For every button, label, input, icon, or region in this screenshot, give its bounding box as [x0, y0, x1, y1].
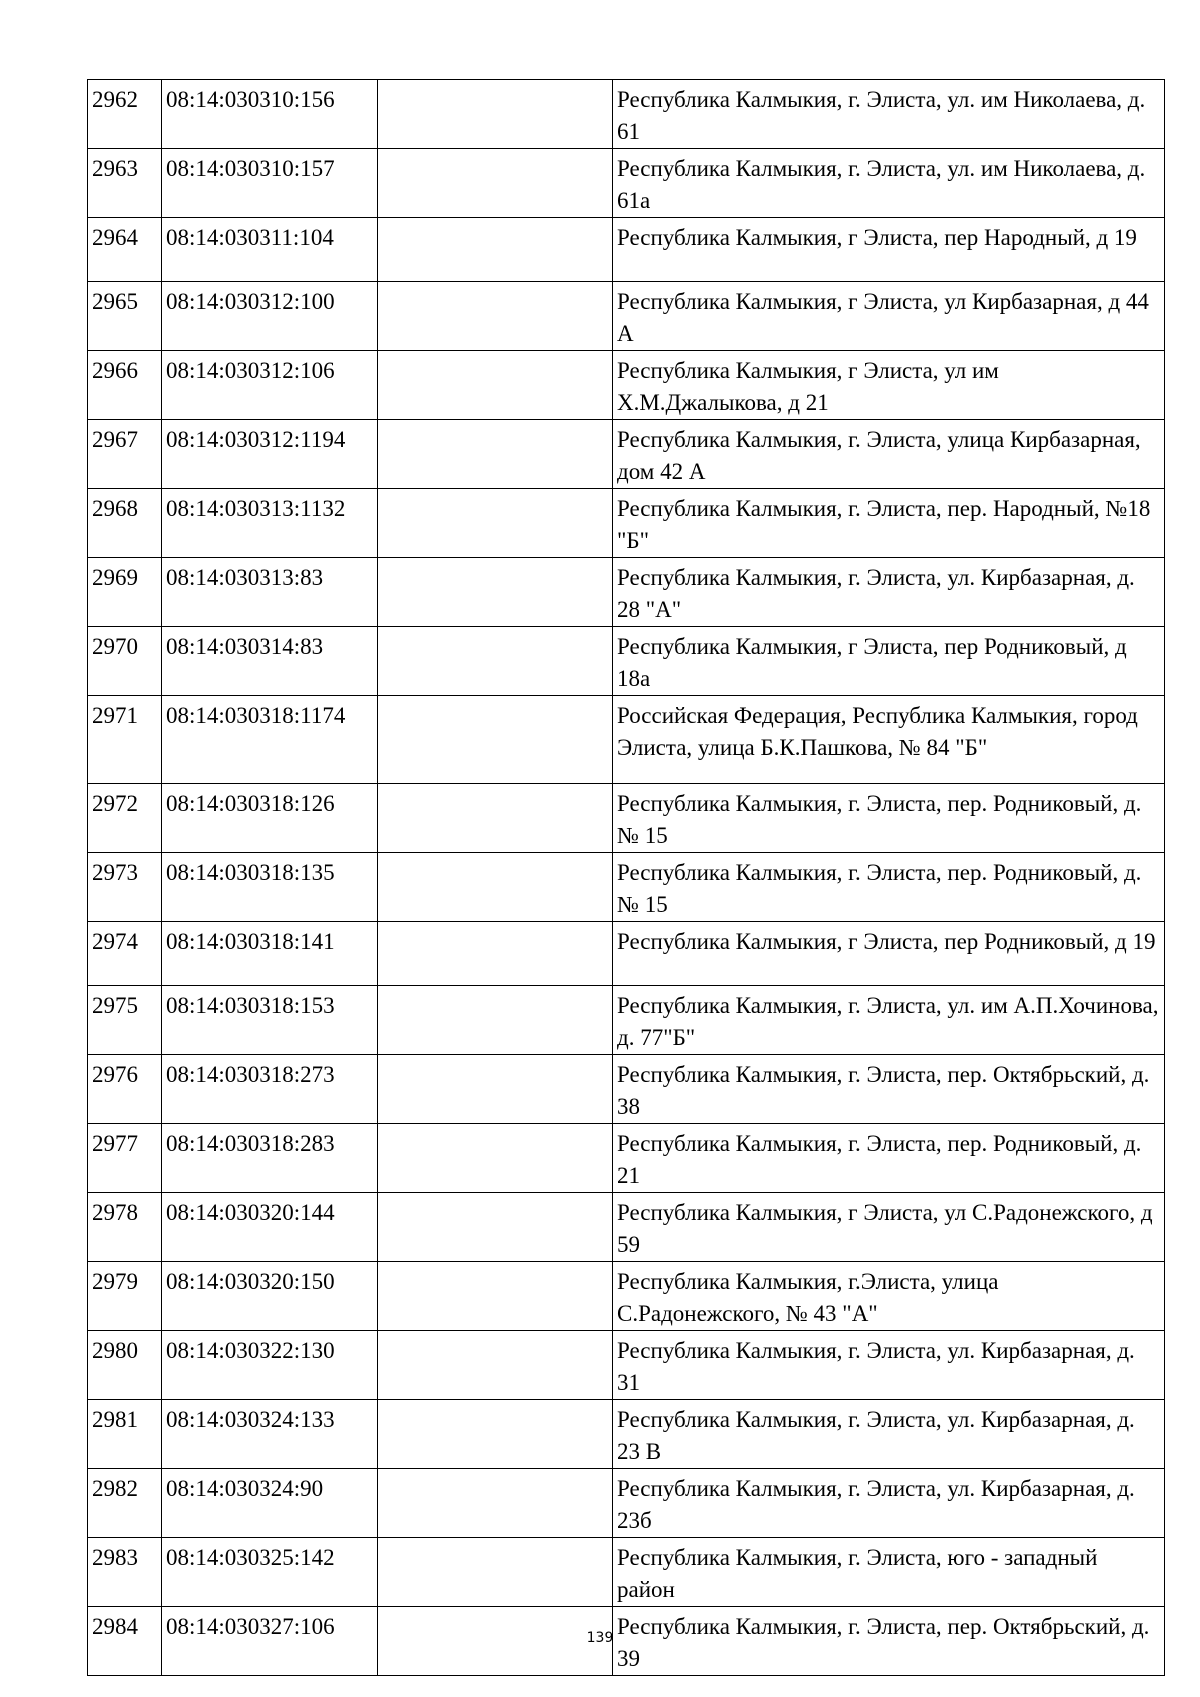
table-row: [88, 351, 1165, 420]
table-row: [88, 1124, 1165, 1193]
row-number: 2980: [88, 1331, 162, 1400]
cadastral-number: 08:14:030318:1174: [162, 696, 378, 784]
table-row: [88, 1193, 1165, 1262]
row-number: 2967: [88, 420, 162, 489]
empty-cell: [378, 489, 613, 558]
table-row: [88, 922, 1165, 986]
table-row: [88, 627, 1165, 696]
address: Республика Калмыкия, г. Элиста, юго - западный район: [613, 1538, 1165, 1607]
row-number: 2966: [88, 351, 162, 420]
row-number: 2975: [88, 986, 162, 1055]
table-row: [88, 696, 1165, 784]
empty-cell: [378, 351, 613, 420]
empty-cell: [378, 853, 613, 922]
address: Республика Калмыкия, г.Элиста, улица С.Радонежского, № 43 "А": [613, 1262, 1165, 1331]
row-number: 2974: [88, 922, 162, 986]
row-number: 2968: [88, 489, 162, 558]
empty-cell: [378, 1538, 613, 1607]
table-row: [88, 80, 1165, 149]
table-row: [88, 558, 1165, 627]
table-row: [88, 986, 1165, 1055]
cadastral-number: 08:14:030322:130: [162, 1331, 378, 1400]
empty-cell: [378, 627, 613, 696]
row-number: 2978: [88, 1193, 162, 1262]
row-number: 2964: [88, 218, 162, 282]
cadastral-number: 08:14:030318:141: [162, 922, 378, 986]
address: Республика Калмыкия, г. Элиста, пер. Родниковый, д. № 15: [613, 784, 1165, 853]
cadastral-number: 08:14:030311:104: [162, 218, 378, 282]
address: Республика Калмыкия, г. Элиста, ул. Кирбазарная, д. 28 "А": [613, 558, 1165, 627]
address: Республика Калмыкия, г Элиста, ул С.Радонежского, д 59: [613, 1193, 1165, 1262]
address: Республика Калмыкия, г. Элиста, пер. Октябрьский, д. 38: [613, 1055, 1165, 1124]
cadastral-number: 08:14:030313:83: [162, 558, 378, 627]
empty-cell: [378, 1400, 613, 1469]
address: Республика Калмыкия, г. Элиста, ул. Кирбазарная, д. 23 В: [613, 1400, 1165, 1469]
empty-cell: [378, 696, 613, 784]
row-number: 2973: [88, 853, 162, 922]
cadastral-number: 08:14:030312:1194: [162, 420, 378, 489]
cadastral-number: 08:14:030318:135: [162, 853, 378, 922]
cadastral-number: 08:14:030314:83: [162, 627, 378, 696]
cadastral-number: 08:14:030327:106: [162, 1607, 378, 1676]
row-number: 2971: [88, 696, 162, 784]
address: Республика Калмыкия, г. Элиста, ул. им Николаева, д. 61а: [613, 149, 1165, 218]
table-row: [88, 1055, 1165, 1124]
cadastral-number: 08:14:030312:106: [162, 351, 378, 420]
empty-cell: [378, 80, 613, 149]
address: Республика Калмыкия, г. Элиста, ул. Кирбазарная, д. 23б: [613, 1469, 1165, 1538]
row-number: 2970: [88, 627, 162, 696]
address: Республика Калмыкия, г. Элиста, пер. Родниковый, д. 21: [613, 1124, 1165, 1193]
table-row: [88, 149, 1165, 218]
registry-table-body: [88, 80, 1165, 1676]
cadastral-number: 08:14:030318:283: [162, 1124, 378, 1193]
cadastral-number: 08:14:030313:1132: [162, 489, 378, 558]
address: Российская Федерация, Республика Калмыкия, город Элиста, улица Б.К.Пашкова, № 84 "Б": [613, 696, 1165, 784]
empty-cell: [378, 1469, 613, 1538]
empty-cell: [378, 922, 613, 986]
address: Республика Калмыкия, г. Элиста, пер. Народный, №18 "Б": [613, 489, 1165, 558]
cadastral-number: 08:14:030310:156: [162, 80, 378, 149]
row-number: 2969: [88, 558, 162, 627]
cadastral-number: 08:14:030318:126: [162, 784, 378, 853]
empty-cell: [378, 218, 613, 282]
address: Республика Калмыкия, г Элиста, пер Народный, д 19: [613, 218, 1165, 282]
row-number: 2982: [88, 1469, 162, 1538]
empty-cell: [378, 1124, 613, 1193]
row-number: 2962: [88, 80, 162, 149]
table-row: [88, 489, 1165, 558]
address: Республика Калмыкия, г Элиста, пер Родниковый, д 18а: [613, 627, 1165, 696]
address: Республика Калмыкия, г. Элиста, улица Кирбазарная, дом 42 А: [613, 420, 1165, 489]
empty-cell: [378, 558, 613, 627]
empty-cell: [378, 420, 613, 489]
cadastral-number: 08:14:030324:133: [162, 1400, 378, 1469]
row-number: 2963: [88, 149, 162, 218]
address: Республика Калмыкия, г. Элиста, ул. Кирбазарная, д. 31: [613, 1331, 1165, 1400]
address: Республика Калмыкия, г. Элиста, пер. Родниковый, д. № 15: [613, 853, 1165, 922]
empty-cell: [378, 282, 613, 351]
table-row: [88, 1331, 1165, 1400]
row-number: 2977: [88, 1124, 162, 1193]
address: Республика Калмыкия, г. Элиста, пер. Октябрьский, д. 39: [613, 1607, 1165, 1676]
row-number: 2984: [88, 1607, 162, 1676]
cadastral-number: 08:14:030312:100: [162, 282, 378, 351]
page-number: 139: [586, 1630, 614, 1646]
address: Республика Калмыкия, г. Элиста, ул. им Николаева, д. 61: [613, 80, 1165, 149]
row-number: 2972: [88, 784, 162, 853]
cadastral-number: 08:14:030324:90: [162, 1469, 378, 1538]
address: Республика Калмыкия, г Элиста, ул им Х.М.Джалыкова, д 21: [613, 351, 1165, 420]
address: Республика Калмыкия, г Элиста, ул Кирбазарная, д 44 А: [613, 282, 1165, 351]
row-number: 2981: [88, 1400, 162, 1469]
registry-table: [87, 79, 1165, 1676]
cadastral-number: 08:14:030320:144: [162, 1193, 378, 1262]
row-number: 2983: [88, 1538, 162, 1607]
empty-cell: [378, 986, 613, 1055]
empty-cell: [378, 1331, 613, 1400]
address: Республика Калмыкия, г. Элиста, ул. им А.П.Хочинова, д. 77"Б": [613, 986, 1165, 1055]
table-row: [88, 1538, 1165, 1607]
cadastral-number: 08:14:030310:157: [162, 149, 378, 218]
row-number: 2965: [88, 282, 162, 351]
table-row: [88, 218, 1165, 282]
empty-cell: [378, 1193, 613, 1262]
table-row: [88, 853, 1165, 922]
cadastral-number: 08:14:030318:273: [162, 1055, 378, 1124]
table-row: [88, 784, 1165, 853]
table-row: [88, 282, 1165, 351]
empty-cell: [378, 149, 613, 218]
empty-cell: [378, 784, 613, 853]
table-row: [88, 1469, 1165, 1538]
table-row: [88, 1262, 1165, 1331]
row-number: 2979: [88, 1262, 162, 1331]
empty-cell: [378, 1262, 613, 1331]
table-row: [88, 420, 1165, 489]
cadastral-number: 08:14:030318:153: [162, 986, 378, 1055]
table-row: [88, 1400, 1165, 1469]
row-number: 2976: [88, 1055, 162, 1124]
cadastral-number: 08:14:030325:142: [162, 1538, 378, 1607]
cadastral-number: 08:14:030320:150: [162, 1262, 378, 1331]
empty-cell: [378, 1055, 613, 1124]
address: Республика Калмыкия, г Элиста, пер Родниковый, д 19: [613, 922, 1165, 986]
